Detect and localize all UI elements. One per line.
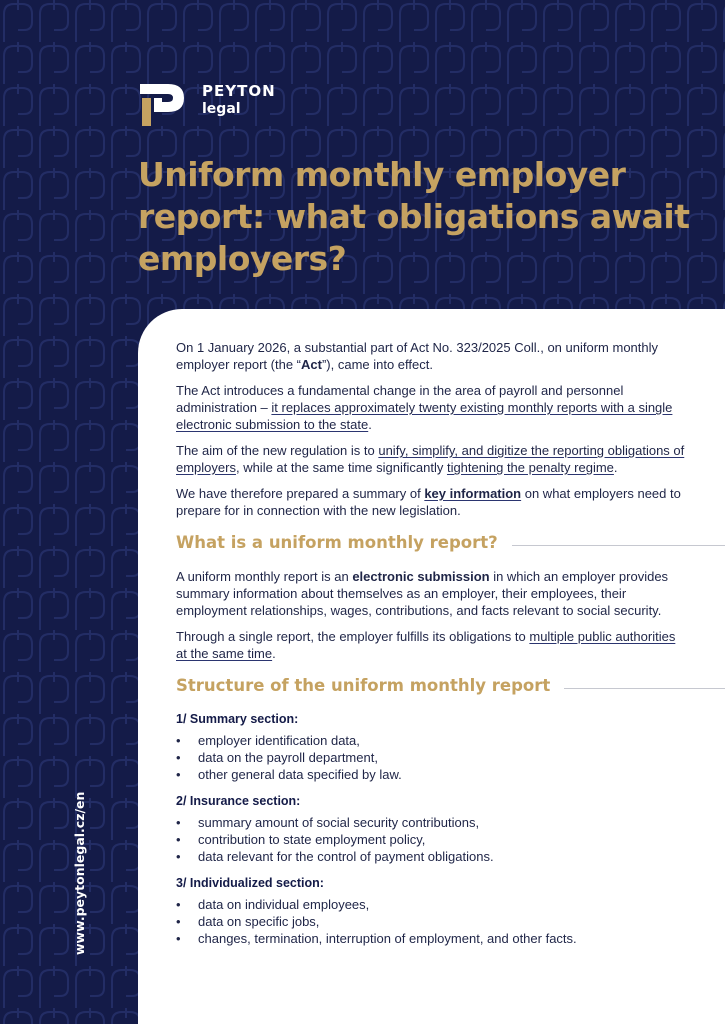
list-item: • changes, termination, interruption of employment, and other facts. <box>176 930 686 947</box>
intro-paragraph-4: We have therefore prepared a summary of key information on what employers need to prepare for in connection with the new legislation. <box>176 486 681 518</box>
page-title: Uniform monthly employer report: what obligations await employers? <box>138 155 690 278</box>
list-item: • data on individual employees, <box>176 896 686 913</box>
content-panel <box>138 309 725 1024</box>
section1-paragraph-2: Through a single report, the employer fulfills its obligations to multiple public authorities at the same time. <box>176 629 676 661</box>
summary-section-list <box>176 732 686 783</box>
list-item: • data on the payroll department, <box>176 749 686 766</box>
individualized-section-list <box>176 896 686 947</box>
intro-paragraph-2: The Act introduces a fundamental change in the area of payroll and personnel administration – it replaces approximately twenty existing monthly reports with a single electronic submission to the state. <box>176 383 673 432</box>
list-item: • employer identification data, <box>176 732 686 749</box>
list-item: • data relevant for the control of payment obligations. <box>176 848 686 865</box>
section1-paragraph-1: A uniform monthly report is an electronic submission in which an employer provides summary information about themselves as an employer, their employees, their employment relationships, wages, contributions, and facts relevant to social security. <box>176 569 669 618</box>
peyton-logo-icon <box>138 80 194 128</box>
brand-name: PEYTON <box>202 82 276 100</box>
website-url[interactable]: www.peytonlegal.cz/en <box>72 791 87 955</box>
article-body <box>176 339 686 957</box>
list-item: • summary amount of social security contributions, <box>176 814 686 831</box>
intro-paragraph-1: On 1 January 2026, a substantial part of Act No. 323/2025 Coll., on uniform monthly employer report (the “Act”), came into effect. <box>176 340 659 372</box>
summary-section-title: 1/ Summary section: <box>176 712 299 726</box>
intro-paragraph-3: The aim of the new regulation is to unify, simplify, and digitize the reporting obligations of employers, while at the same time significantly tightening the penalty regime. <box>176 443 685 475</box>
list-item: • contribution to state employment policy, <box>176 831 686 848</box>
brand-subname: legal <box>202 101 241 117</box>
brand-logo <box>138 80 276 128</box>
individualized-section-title: 3/ Individualized section: <box>176 876 324 890</box>
section-heading-what-is: What is a uniform monthly report? <box>176 534 686 556</box>
list-item: • other general data specified by law. <box>176 766 686 783</box>
insurance-section-title: 2/ Insurance section: <box>176 794 301 808</box>
insurance-section-list <box>176 814 686 865</box>
section-heading-structure: Structure of the uniform monthly report <box>176 677 686 699</box>
list-item: • data on specific jobs, <box>176 913 686 930</box>
